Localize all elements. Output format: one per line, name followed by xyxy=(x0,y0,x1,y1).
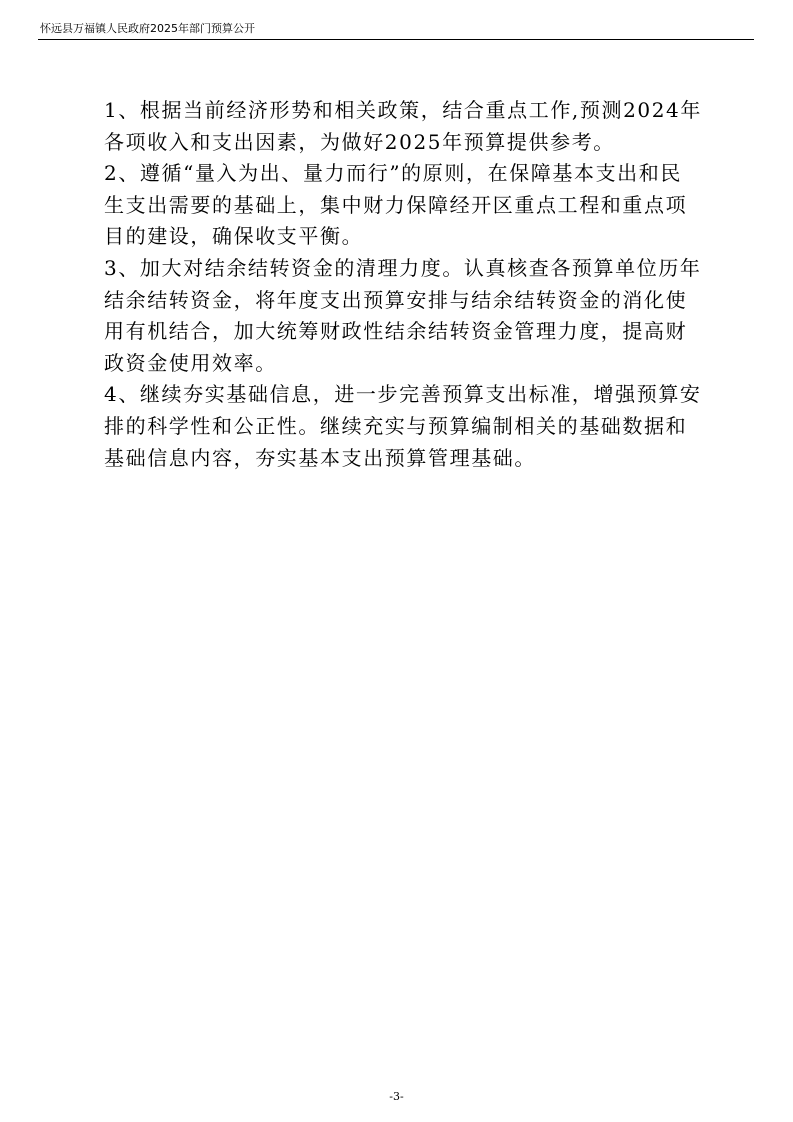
paragraph-4 xyxy=(104,379,702,474)
page-number: -3- xyxy=(389,1090,404,1103)
paragraph-line: 目的建设，确保收支平衡。 xyxy=(104,224,364,249)
paragraph-line: 政资金使用效率。 xyxy=(104,350,277,375)
paragraph-line: 各项收入和支出因素，为做好2025年预算提供参考。 xyxy=(104,129,615,154)
paragraph-1 xyxy=(104,95,702,158)
header-divider xyxy=(38,39,754,40)
paragraph-line: 生支出需要的基础上，集中财力保障经开区重点工程和重点项 xyxy=(104,192,688,217)
paragraph-line: 4、继续夯实基础信息，进一步完善预算支出标准，增强预算安 xyxy=(104,382,702,407)
paragraph-line: 3、加大对结余结转资金的清理力度。认真核查各预算单位历年 xyxy=(104,255,702,280)
header-title: 怀远县万福镇人民政府2025年部门预算公开 xyxy=(40,22,255,35)
paragraph-line: 基础信息内容，夯实基本支出预算管理基础。 xyxy=(104,445,536,470)
paragraph-3 xyxy=(104,253,702,379)
paragraph-line: 1、根据当前经济形势和相关政策，结合重点工作,预测2024年 xyxy=(104,98,702,122)
paragraph-line: 结余结转资金，将年度支出预算安排与结余结转资金的消化使 xyxy=(104,287,688,312)
document-body xyxy=(104,95,702,474)
paragraph-line: 用有机结合，加大统筹财政性结余结转资金管理力度，提高财 xyxy=(104,319,688,344)
paragraph-2 xyxy=(104,158,694,253)
paragraph-line: 2、遵循“量入为出、量力而行”的原则，在保障基本支出和民 xyxy=(104,161,682,186)
paragraph-line: 排的科学性和公正性。继续充实与预算编制相关的基础数据和 xyxy=(104,413,688,438)
